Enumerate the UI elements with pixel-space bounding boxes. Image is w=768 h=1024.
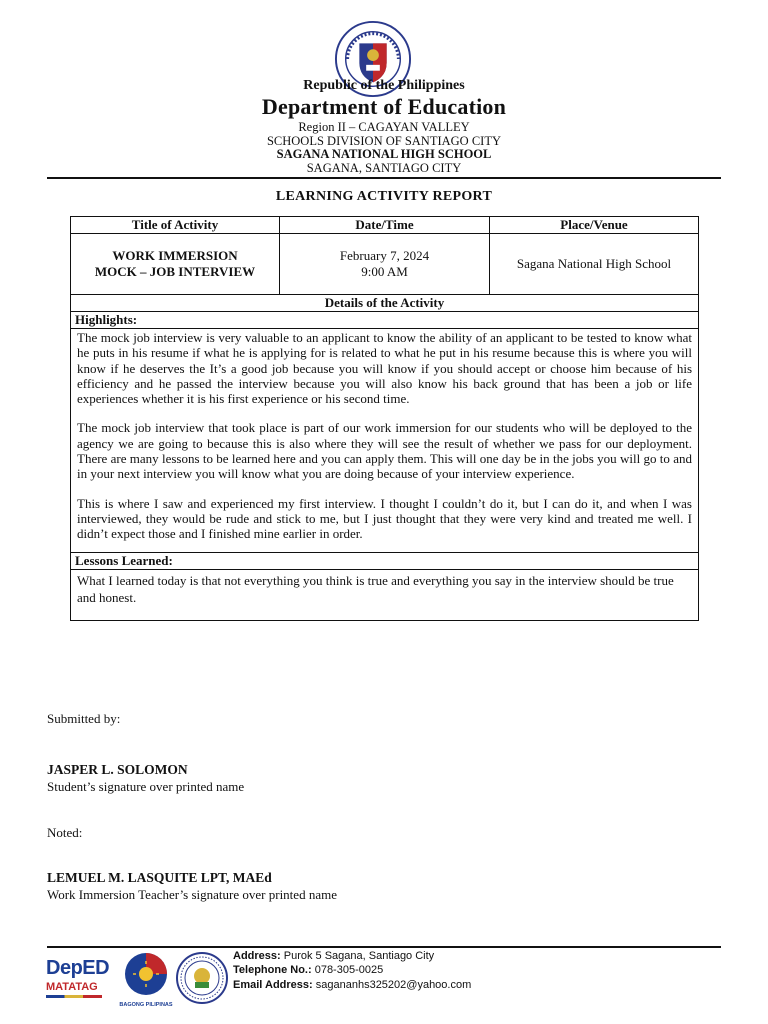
- bagong-pilipinas-text: BAGONG PILIPINAS: [119, 1002, 173, 1008]
- highlights-paragraph-2: The mock job interview that took place is part of our work immersion for our students who will be deployed to the agency we are going to because this is also where they will see the result of whether we pass for our deployment. There are many lessons to be learned here and you can apply them. This will one day be in the jobs you will go to and in your next interview you will know what you are doing because of your interview experience.: [77, 420, 692, 482]
- highlights-cell: [71, 329, 699, 553]
- deped-matatag-logo: [46, 957, 110, 1005]
- school-seal-icon: [176, 952, 228, 1004]
- col-place-header: Place/Venue: [490, 217, 699, 234]
- submitted-label: Submitted by:: [47, 711, 121, 726]
- lessons-text: What I learned today is that not everything you think is true and everything you say in the interview should be true and honest.: [71, 569, 699, 620]
- activity-report-table: [70, 216, 699, 621]
- place-cell: Sagana National High School: [490, 234, 699, 295]
- address-label: Address:: [233, 950, 281, 962]
- highlights-paragraph-3: This is where I saw and experienced my first interview. I thought I couldn’t do it, but I can do it, and when I was interviewed, they would be rude and stick to me, but I just thought that they were very kind and treated me well. I didn’t expect those and I finished mine earlier in order.: [77, 495, 692, 542]
- date-time-cell: [280, 234, 490, 295]
- highlights-paragraph-1: The mock job interview is very valuable to an applicant to know the ability of an applicant to be tested to know what he puts in his resume if what he is applying for is related to what he put in his resume because this is where you will know if he deserves the It’s a good job because you will know if you should accept or choose him because of his efficiency and he passed the interview because you will also know his back ground that has been a job or life experiences whether it is his first experience or his second time.: [77, 330, 692, 407]
- col-title-header: Title of Activity: [71, 217, 280, 234]
- noted-label: Noted:: [47, 825, 83, 840]
- matatag-underline: [46, 995, 102, 998]
- telephone-value: 078-305-0025: [314, 964, 384, 976]
- col-date-header: Date/Time: [280, 217, 490, 234]
- region-text: Region II – CAGAYAN VALLEY: [298, 120, 470, 134]
- deped-logo-text: DepED: [46, 957, 110, 979]
- bagong-pilipinas-logo-icon: [119, 950, 173, 1010]
- student-name: [47, 762, 188, 778]
- school-location: SAGANA, SANTIAGO CITY: [306, 161, 462, 175]
- republic-heading: Republic of the Philippines: [303, 78, 465, 93]
- header-divider: [47, 177, 721, 179]
- highlights-label: Highlights:: [71, 312, 699, 329]
- report-title: LEARNING ACTIVITY REPORT: [275, 189, 493, 204]
- activity-title-cell: [71, 234, 280, 295]
- email-line: [233, 979, 471, 991]
- matatag-logo-text: MATATAG: [46, 981, 98, 993]
- address-line: [233, 950, 434, 962]
- activity-time: 9:00 AM: [361, 264, 408, 279]
- department-heading: Department of Education: [261, 94, 507, 119]
- email-value: sagananhs325202@yahoo.com: [315, 979, 472, 991]
- activity-title-line2: MOCK – JOB INTERVIEW: [94, 264, 256, 279]
- teacher-name-text: LEMUEL M. LASQUITE LPT, MAEd: [47, 870, 272, 885]
- telephone-label: Telephone No.:: [233, 964, 312, 976]
- email-label: Email Address:: [233, 979, 313, 991]
- address-value: Purok 5 Sagana, Santiago City: [283, 950, 435, 962]
- student-caption: Student’s signature over printed name: [47, 779, 245, 794]
- table-header-row: [71, 217, 699, 234]
- teacher-caption: Work Immersion Teacher’s signature over printed name: [47, 887, 337, 902]
- teacher-name: [47, 870, 272, 886]
- lessons-label: Lessons Learned:: [71, 552, 699, 569]
- division-text: SCHOOLS DIVISION OF SANTIAGO CITY: [266, 134, 502, 148]
- activity-title-line1: WORK IMMERSION: [112, 248, 238, 263]
- details-heading: Details of the Activity: [71, 295, 699, 312]
- activity-date: February 7, 2024: [339, 248, 430, 263]
- student-name-text: JASPER L. SOLOMON: [47, 762, 188, 777]
- table-row: [71, 234, 699, 295]
- telephone-line: [233, 964, 383, 976]
- school-name: SAGANA NATIONAL HIGH SCHOOL: [276, 147, 492, 161]
- footer-divider: [47, 946, 721, 948]
